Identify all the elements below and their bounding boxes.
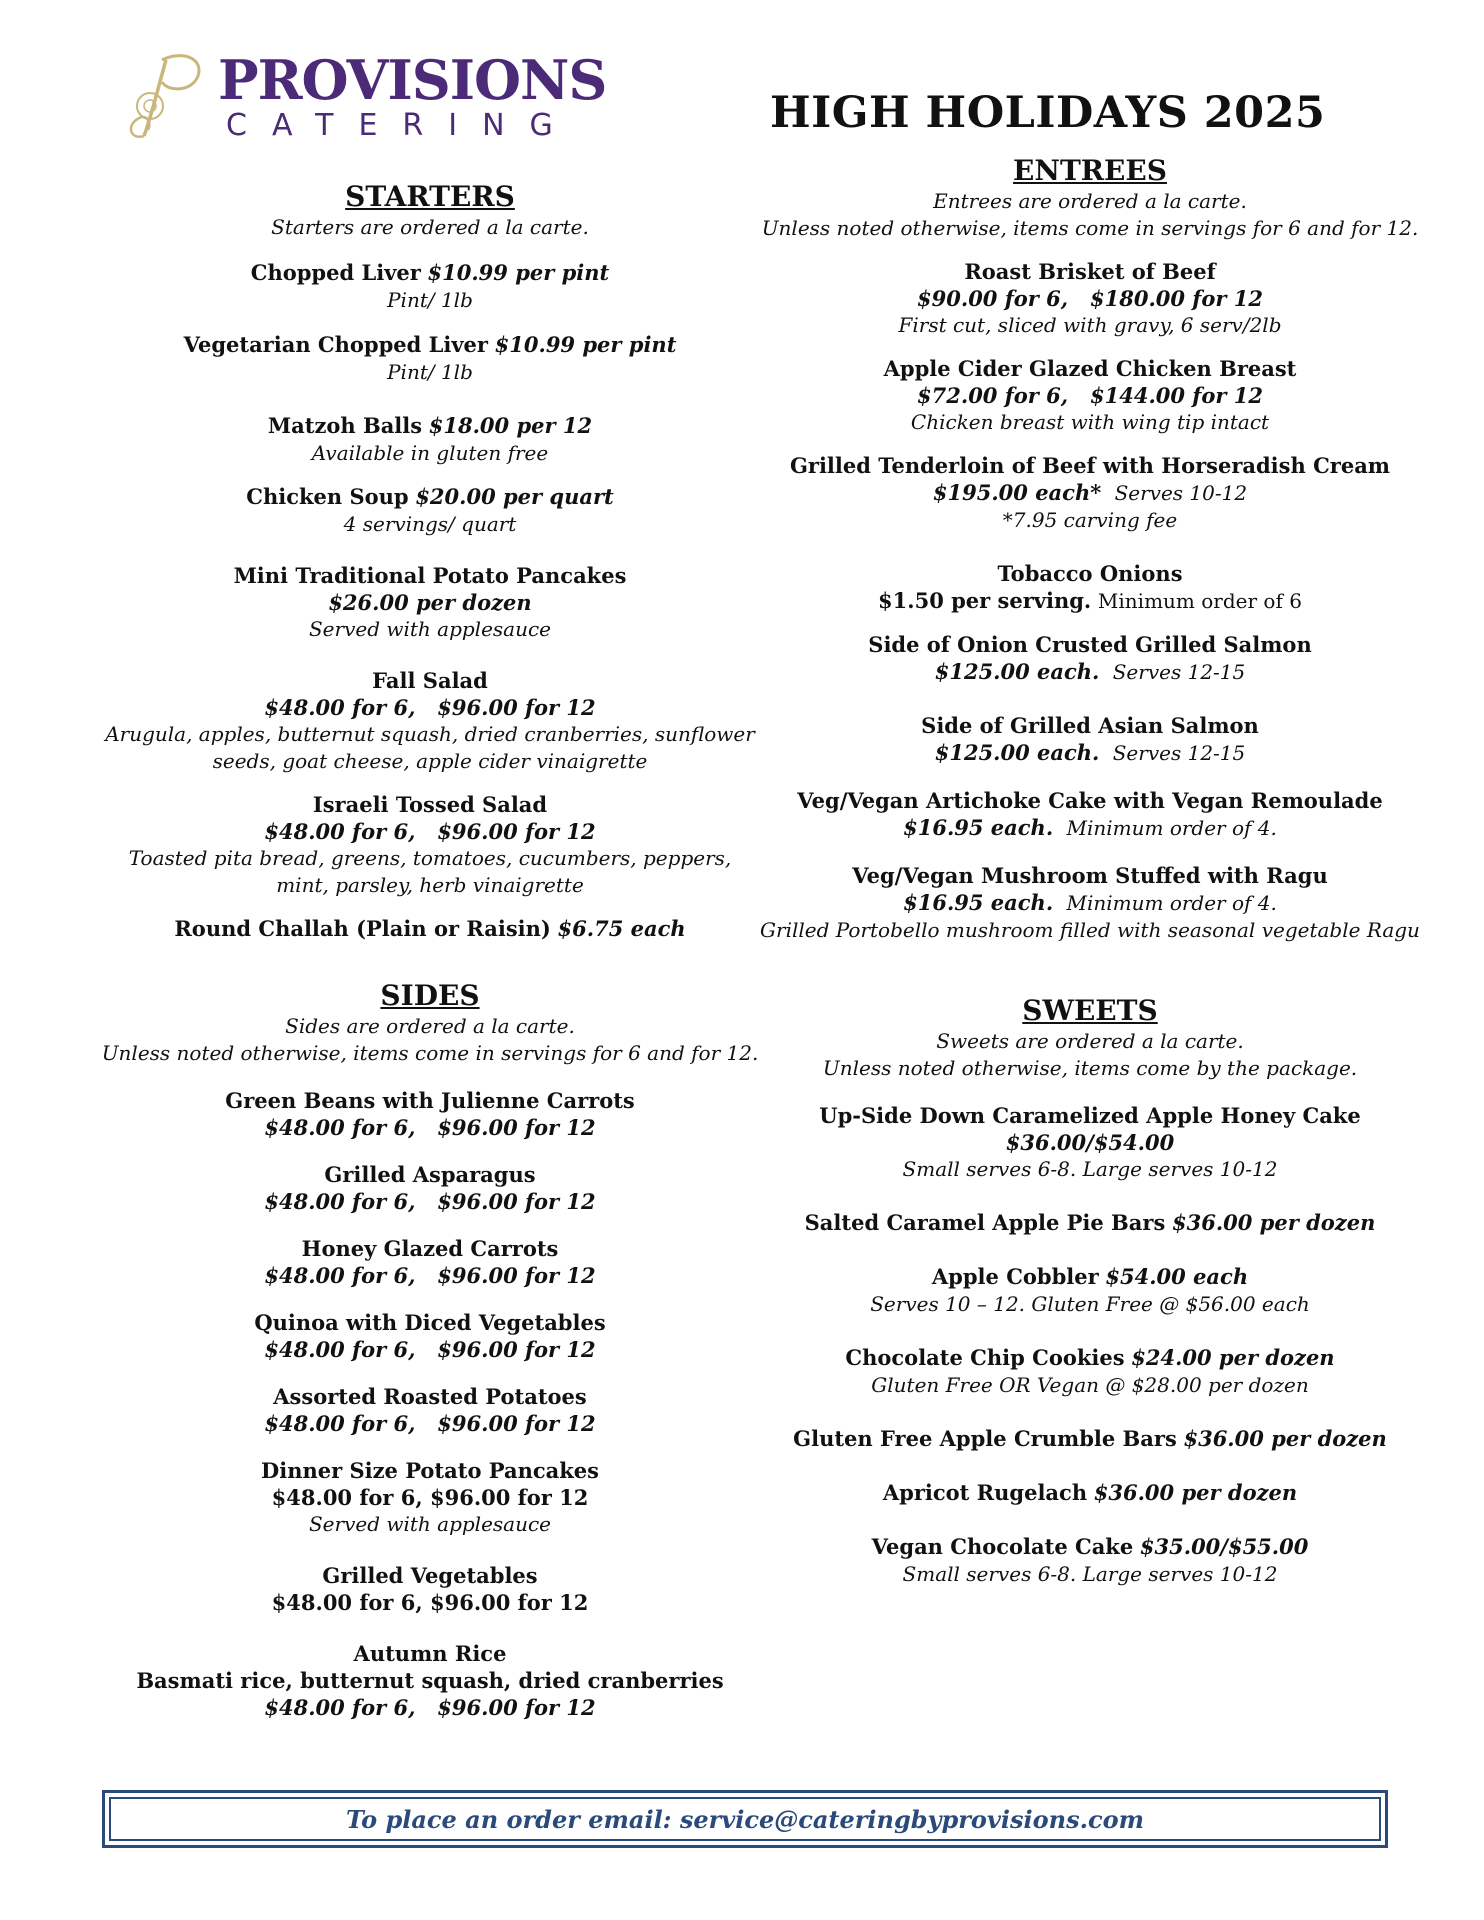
menu-item	[100, 1309, 760, 1363]
item-desc: Arugula, apples, butternut squash, dried cranberries, sunflower seeds, goat cheese, apple cider vinaigrette	[105, 722, 755, 773]
left-column	[100, 180, 760, 1721]
item-name: Green Beans with Julienne Carrots	[225, 1088, 635, 1113]
item-price: $24.00 per dozen	[1131, 1345, 1335, 1370]
item-desc: Pint/ 1lb	[387, 360, 473, 384]
menu-item	[100, 1087, 760, 1141]
menu-item	[760, 560, 1420, 615]
item-price: $48.00 for 6, $96.00 for 12	[264, 1263, 596, 1288]
right-column	[760, 154, 1420, 1588]
item-desc: Served with applesauce	[308, 617, 552, 641]
menu-item	[100, 1383, 760, 1437]
item-name: Matzoh Balls	[267, 413, 423, 438]
item-price: $48.00 for 6, $96.00 for 12	[264, 695, 596, 720]
section-note: Unless noted otherwise, items come in servings for 6 and for 12.	[101, 1041, 759, 1065]
item-price: $72.00 for 6, $144.00 for 12	[917, 383, 1263, 408]
sweets-section	[760, 994, 1420, 1588]
item-price: $36.00 per dozen	[1172, 1210, 1376, 1235]
section-note: Sides are ordered a la carte.	[285, 1014, 575, 1038]
item-name: Honey Glazed Carrots	[301, 1236, 559, 1261]
order-footer	[102, 1790, 1388, 1848]
item-name: Assorted Roasted Potatoes	[273, 1384, 587, 1409]
page-title: HIGH HOLIDAYS 2025	[770, 88, 1326, 138]
item-name: Veg/Vegan Artichoke Cake with Vegan Remoulade	[797, 788, 1383, 813]
entrees-section	[760, 154, 1420, 944]
item-name: Vegan Chocolate Cake	[871, 1534, 1134, 1559]
item-name: Side of Onion Crusted Grilled Salmon	[868, 632, 1312, 657]
item-price: $26.00 per dozen	[328, 590, 532, 615]
menu-item	[100, 1457, 760, 1538]
item-name: Chocolate Chip Cookies	[845, 1345, 1125, 1370]
menu-item	[100, 562, 760, 643]
item-name: Round Challah (Plain or Raisin)	[174, 916, 551, 941]
menu-item	[100, 259, 760, 314]
entrees-title: ENTREES	[1013, 154, 1167, 187]
menu-item	[100, 1640, 760, 1721]
section-note: Unless noted otherwise, items come by the package.	[822, 1056, 1358, 1080]
item-name: Dinner Size Potato Pancakes	[261, 1458, 599, 1483]
item-desc: Grilled Portobello mushroom filled with seasonal vegetable Ragu	[760, 918, 1420, 942]
item-name: Gluten Free Apple Crumble Bars	[793, 1426, 1177, 1451]
menu-item	[100, 1235, 760, 1289]
item-extra: Minimum order of 4.	[1066, 891, 1277, 915]
item-name: Autumn Rice	[353, 1641, 507, 1666]
menu-item	[760, 787, 1420, 842]
menu-item	[760, 452, 1420, 534]
menu-item	[760, 1102, 1420, 1183]
item-extra: Serves 12-15	[1112, 741, 1246, 765]
provisions-logo	[122, 48, 607, 143]
menu-item	[100, 483, 760, 538]
item-name: Fall Salad	[372, 668, 488, 693]
item-name: Apple Cobbler	[931, 1264, 1099, 1289]
menu-item	[760, 1344, 1420, 1399]
item-name: Vegetarian Chopped Liver	[183, 332, 488, 357]
item-price: $35.00/$55.00	[1139, 1534, 1309, 1559]
menu-item	[760, 712, 1420, 767]
menu-item	[760, 355, 1420, 436]
item-name: Salted Caramel Apple Pie Bars	[804, 1210, 1166, 1235]
script-p-monogram-icon	[122, 48, 212, 143]
sweets-title: SWEETS	[1022, 994, 1158, 1027]
item-name: Grilled Tenderloin of Beef with Horseradish Cream	[789, 453, 1391, 478]
item-subtitle: Basmati rice, butternut squash, dried cranberries	[136, 1668, 724, 1693]
item-name: Side of Grilled Asian Salmon	[921, 713, 1259, 738]
item-price: $10.99 per pint	[427, 260, 610, 285]
menu-item	[760, 1479, 1420, 1507]
item-desc: Serves 10 – 12. Gluten Free @ $56.00 each	[870, 1292, 1310, 1316]
item-price: $48.00 for 6, $96.00 for 12	[264, 1695, 596, 1720]
menu-item	[100, 412, 760, 467]
menu-item	[100, 1161, 760, 1215]
menu-item	[760, 862, 1420, 944]
item-desc: Gluten Free OR Vegan @ $28.00 per dozen	[871, 1373, 1309, 1397]
item-name: Grilled Vegetables	[322, 1563, 538, 1588]
item-extra: Minimum order of 4.	[1066, 816, 1277, 840]
item-price: $125.00 each.	[934, 740, 1100, 765]
item-name: Grilled Asparagus	[324, 1162, 536, 1187]
item-price: $48.00 for 6, $96.00 for 12	[264, 1115, 596, 1140]
item-price: $20.00 per quart	[415, 484, 614, 509]
section-note: Sweets are ordered a la carte.	[936, 1029, 1244, 1053]
section-note: Starters are ordered a la carte.	[271, 215, 589, 239]
item-price: $10.99 per pint	[494, 332, 677, 357]
item-extra: Minimum order of 6	[1097, 589, 1302, 613]
item-price: $18.00 per 12	[428, 413, 593, 438]
item-desc: First cut, sliced with gravy, 6 serv/2lb	[898, 313, 1282, 337]
item-price: $48.00 for 6, $96.00 for 12	[271, 1590, 589, 1615]
item-price: $48.00 for 6, $96.00 for 12	[264, 1337, 596, 1362]
item-name: Up-Side Down Caramelized Apple Honey Cake	[819, 1103, 1361, 1128]
starters-title: STARTERS	[345, 180, 515, 213]
item-desc: Toasted pita bread, greens, tomatoes, cucumbers, peppers, mint, parsley, herb vinaigrette	[128, 846, 732, 897]
menu-item	[760, 1263, 1420, 1318]
menu-item	[100, 915, 760, 943]
menu-item	[760, 1425, 1420, 1453]
item-price: $36.00 per dozen	[1183, 1426, 1387, 1451]
menu-item	[760, 258, 1420, 339]
item-name: Israeli Tossed Salad	[312, 792, 548, 817]
item-name: Quinoa with Diced Vegetables	[254, 1310, 606, 1335]
item-price: $1.50 per serving.	[878, 588, 1092, 613]
item-price: $48.00 for 6, $96.00 for 12	[264, 819, 596, 844]
item-price: $16.95 each.	[903, 890, 1054, 915]
item-extra: Serves 10-12	[1114, 481, 1248, 505]
item-name: Chopped Liver	[250, 260, 421, 285]
item-desc: Available in gluten free	[311, 441, 549, 465]
item-desc: *7.95 carving fee	[1002, 508, 1178, 532]
sides-title: SIDES	[380, 979, 480, 1012]
item-name: Tobacco Onions	[997, 561, 1183, 586]
item-name: Chicken Soup	[246, 484, 409, 509]
menu-item	[100, 1562, 760, 1616]
item-price: $36.00/$54.00	[1005, 1130, 1175, 1155]
menu-item	[760, 1533, 1420, 1588]
item-desc: Small serves 6-8. Large serves 10-12	[902, 1157, 1278, 1181]
item-price: $125.00 each.	[934, 659, 1100, 684]
item-price: $48.00 for 6, $96.00 for 12	[264, 1411, 596, 1436]
item-name: Apricot Rugelach	[882, 1480, 1088, 1505]
item-name: Apple Cider Glazed Chicken Breast	[883, 356, 1297, 381]
brand-name: PROVISIONS	[218, 48, 607, 112]
menu-item	[760, 631, 1420, 686]
item-desc: Pint/ 1lb	[387, 288, 473, 312]
section-note: Entrees are ordered a la carte.	[933, 189, 1247, 213]
item-price: $48.00 for 6, $96.00 for 12	[264, 1189, 596, 1214]
item-desc: 4 servings/ quart	[343, 512, 517, 536]
item-desc: Served with applesauce	[308, 1512, 552, 1536]
item-price: $6.75 each	[557, 916, 686, 941]
menu-item	[100, 791, 760, 899]
item-price: $54.00 each	[1105, 1264, 1249, 1289]
item-desc: Chicken breast with wing tip intact	[910, 410, 1270, 434]
item-price: $195.00 each*	[932, 480, 1102, 505]
section-note: Unless noted otherwise, items come in servings for 6 and for 12.	[761, 216, 1419, 240]
item-name: Mini Traditional Potato Pancakes	[233, 563, 627, 588]
starters-section	[100, 180, 760, 943]
item-price: $90.00 for 6, $180.00 for 12	[917, 286, 1263, 311]
menu-item	[100, 331, 760, 386]
item-price: $16.95 each.	[903, 815, 1054, 840]
brand-subtitle: CATERING	[226, 108, 578, 143]
item-price: $36.00 per dozen	[1093, 1480, 1298, 1505]
item-name: Veg/Vegan Mushroom Stuffed with Ragu	[852, 863, 1328, 888]
menu-item	[760, 1209, 1420, 1237]
order-email-text[interactable]: To place an order email: service@cateringbyprovisions.com	[346, 1804, 1144, 1834]
item-extra: Serves 12-15	[1112, 660, 1246, 684]
item-desc: Small serves 6-8. Large serves 10-12	[902, 1562, 1278, 1586]
menu-item	[100, 667, 760, 775]
order-footer-inner	[109, 1797, 1381, 1841]
sides-section	[100, 979, 760, 1721]
item-name: Roast Brisket of Beef	[964, 259, 1216, 284]
item-price: $48.00 for 6, $96.00 for 12	[271, 1485, 589, 1510]
